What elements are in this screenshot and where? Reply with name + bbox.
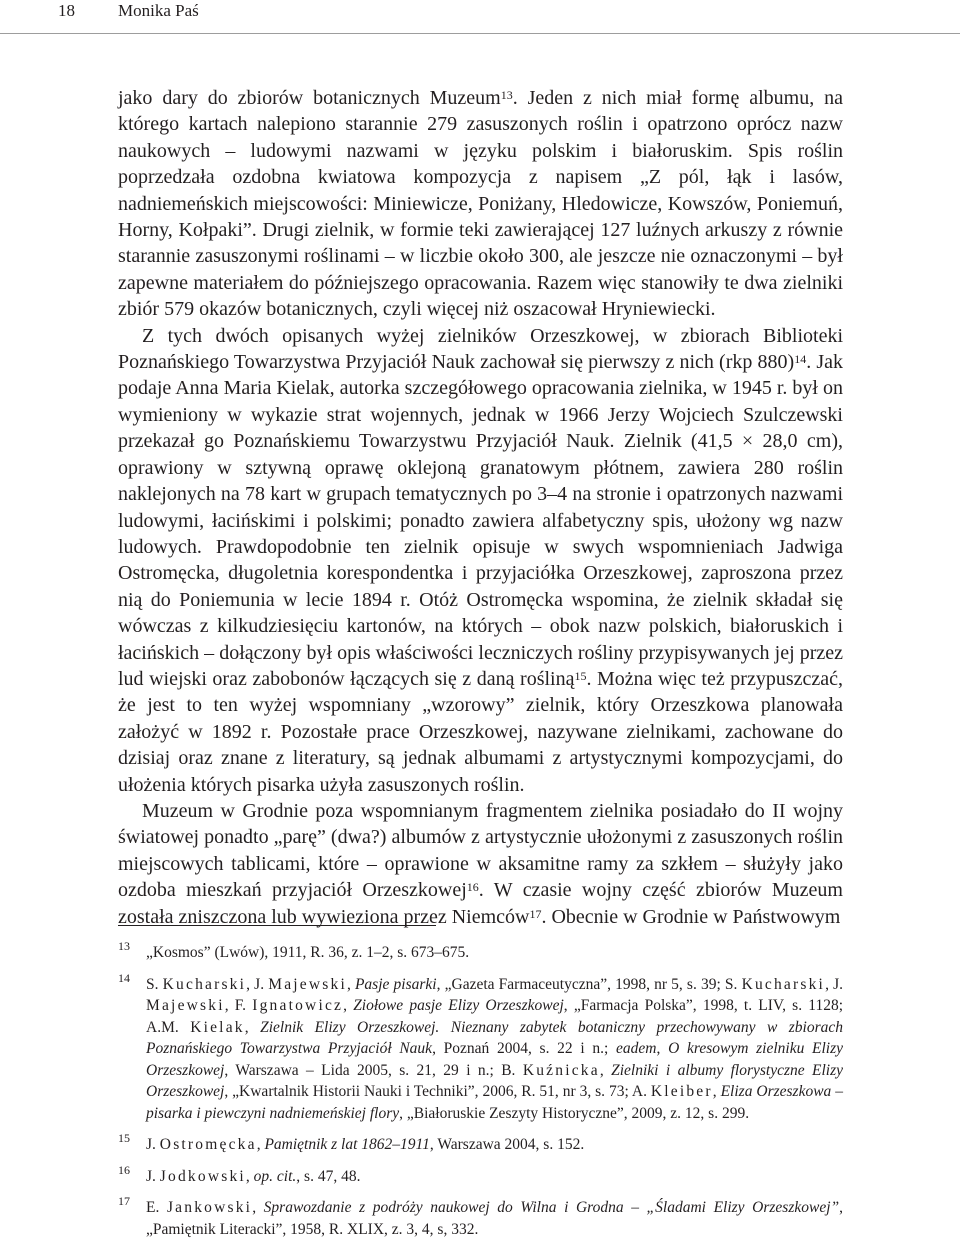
paragraph-2-text-a: Z tych dwóch opisanych wyżej zielników Orzeszkowej, w zbiorach Biblioteki Poznańskiego Towarzystwa Przyjaciół Nauk zachował się pierwszy z nich (rkp 880): [118, 324, 843, 374]
footnote-text: „Kosmos” (Lwów), 1911, R. 36, z. 1–2, s. 673–675.: [146, 944, 470, 961]
footnote-text: ,: [245, 1167, 254, 1185]
paragraph-2: [118, 323, 843, 798]
footnote-number: 15: [118, 1131, 130, 1145]
author-name: Kielak: [190, 1018, 245, 1036]
header-rule: [0, 33, 960, 34]
page-number: 18: [58, 1, 75, 20]
footnote-15: [118, 1131, 843, 1156]
paragraph-1: [118, 85, 843, 323]
footnote-text: , „Białoruskie Zeszyty Historyczne”, 2009, z. 12, s. 299.: [399, 1104, 750, 1122]
footnote-text: J.: [146, 1136, 160, 1153]
footnote-text: , „Kwartalnik Historii Nauki i Techniki”, 2006, R. 51, nr 3, s. 73; A.: [224, 1083, 651, 1100]
author-name: Jankowski: [166, 1199, 253, 1216]
footnote-text: ,: [656, 1040, 669, 1057]
footnote-text: , F.: [224, 997, 253, 1014]
footnote-text: ,: [599, 1061, 612, 1079]
footnote-number: 13: [118, 939, 130, 953]
work-title: Pamiętnik z lat 1862–1911: [264, 1136, 430, 1153]
paragraph-3-text-b: . W czasie wojny część zbiorów Muzeum została zniszczona lub wywieziona przez Niemców: [118, 879, 843, 928]
work-title: eadem: [616, 1040, 657, 1057]
work-title: Zielniki i albumy florystyczne Elizy Orzeszkowej: [146, 1061, 844, 1100]
paragraph-3-text-a: Muzeum w Grodnie poza wspomnianym fragmentem zielnika posiadało do II wojny światowej ponadto „parę” (dwa?) albumów z artystycznie ułożonymi z zasuszonych roślin miejscowych tablicami, które – oprawione w aksamitne ramy za szkłem – służyły jako ozdoba mieszkań przyjaciół Orzeszkowej: [118, 799, 843, 902]
footnote-text: ,: [252, 1199, 264, 1216]
paragraph-2-text-c: . Można więc też przypuszczać, że jest to ten wyżej wspomniany „wzorowy” zielnik, który Orzeszkowa planowała założyć w 1892 r. Pozostałe prace Orzeszkowej, nazywane zielnikami, zachowane do dzisiaj oraz znane z literatury, są jednak albumami z artystycznymi kompozycjami, do ułożenia których pisarka użyła zasuszonych roślin.: [118, 667, 843, 796]
paragraph-1-text-b: . Jeden z nich miał formę albumu, na którego kartach nalepiono starannie 279 zasuszonych roślin i opatrzono oprócz nazw naukowych – ludowymi nazwami w języku polskim i białoruskim. Spis roślin poprzedzała ozdobna kwiatowa kompozycja z napisem „Z pól, łąk i lasów, nadniemeńskich miejscowości: Miniewicze, Poniżany, Hledowicze, Kowszów, Poniemuń, Horny, Kołpaki”. Drugi zielnik, w formie teki zawierającej 127 luźnych arkuszy z równie starannie zasuszonymi roślinami – w liczbie około 300, ale jeszcze nie oznaczonymi – był zapewne materiałem do późniejszego opracowania. Razem więc stanowiły te dwa zielniki zbiór 579 okazów botanicznych, czyli więcej niż oszacował Hryniewiecki.: [118, 87, 843, 321]
work-title: Pasje pisarki: [354, 975, 437, 993]
footnote-text: , s. 47, 48.: [296, 1167, 361, 1185]
footnote-ref-16[interactable]: 16: [466, 880, 479, 895]
footnote-number: 14: [118, 970, 130, 985]
paragraph-2-text-b: . Jak podaje Anna Maria Kielak, autorka szczegółowego opracowania zielnika, w 1945 r. był on wymieniony w wykazie strat wojennych, jednak w 1966 Jerzy Wojciech Szulczewski przekazał go Poznańskiemu Towarzystwu Przyjaciół Nauk. Zielnik (41,5 × 28,0 cm), oprawiony w sztywną oprawę oklejoną granatowym płótnem, zawiera 280 roślin naklejonych na 78 kart w grupach tematycznych po 3–4 na stronie i opatrzonych nazwami ludowymi, łacińskimi i polskimi; ponadto zawiera alfabetyczny spis, ułożony wg nazw ludowych. Prawdopodobnie ten zielnik opisuje w swych wspomnieniach Jadwiga Ostromęcka, długoletnia korespondentka i przyjaciółka Orzeszkowej, zaproszona przez nią do Poniemunia w lecie 1894 r. Otóż Ostromęcka wspomina, że zielnik składał się wówczas z kilkudziesięciu kartonów, na których – obok nazw polskich, białoruskich i łacińskich – dołączony był opis właściwości leczniczych rośliny przypisywanych jej przez lud wiejski oraz zabobonów łączących się z daną rośliną: [118, 351, 843, 690]
author-name: Ostromęcka: [159, 1136, 257, 1153]
author-name: Majewski: [268, 975, 347, 993]
author-name: Jodkowski: [159, 1167, 246, 1185]
work-title: Sprawozdanie z podróży naukowej do Wilna i Grodna – „Śladami Elizy Orzeszkowej”: [263, 1199, 840, 1216]
work-title: Ziołowe pasje Elizy Orzeszkowej: [353, 997, 564, 1014]
footnote-text: ,: [256, 1136, 265, 1153]
body-text: [118, 85, 843, 930]
footnote-16: [118, 1162, 843, 1188]
footnote-ref-14[interactable]: 14: [794, 352, 807, 367]
running-title: Monika Paś: [118, 1, 199, 20]
footnote-text: J.: [146, 1167, 160, 1185]
footnote-text: , Warszawa 2004, s. 152.: [429, 1136, 585, 1153]
work-title: Zielnik Elizy Orzeszkowej. Nieznany zabytek botaniczny przechowywany w zbiorach Poznańskiego Towarzystwa Przyjaciół Nauk: [146, 1018, 844, 1057]
footnote-text: E.: [146, 1199, 167, 1216]
author-name: Kleiber: [650, 1083, 713, 1100]
footnotes: [118, 932, 843, 1240]
footnote-number: 17: [118, 1194, 130, 1208]
footnote-text: , Warszawa – Lida 2005, s. 21, 29 i n.; B.: [224, 1061, 523, 1079]
footnote-number: 16: [118, 1162, 130, 1177]
author-name: Ignatowicz: [252, 997, 344, 1014]
footnote-text: , Poznań 2004, s. 22 i n.;: [432, 1040, 617, 1057]
footnote-ref-13[interactable]: 13: [500, 88, 513, 102]
footnote-text: , „Farmacja Polska”, 1998, t. LIV, s. 1128; A.M.: [146, 997, 844, 1036]
footnote-text: , „Gazeta Farmaceutyczna”, 1998, nr 5, s. 39; S.: [436, 975, 742, 993]
paragraph-3-text-c: . Obecnie w Grodnie w Państwowym: [541, 905, 841, 928]
footnote-text: ,: [712, 1083, 721, 1100]
paragraph-1-text-a: jako dary do zbiorów botanicznych Muzeum: [118, 87, 501, 109]
author-name: Kuźnicka: [522, 1061, 600, 1079]
footnote-13: [118, 939, 843, 964]
footnote-text: ,: [343, 997, 354, 1014]
footnote-ref-15[interactable]: 15: [574, 668, 587, 683]
work-title: op. cit.: [253, 1167, 297, 1185]
footnote-text: , J.: [246, 975, 269, 993]
footnote-text: S.: [146, 975, 163, 993]
footnote-text: ,: [244, 1018, 261, 1036]
footnote-text: , J.: [825, 975, 843, 993]
author-name: Kucharski: [741, 975, 826, 993]
footnote-14: [118, 970, 844, 1125]
paragraph-3: [118, 798, 843, 930]
footnote-text: ,: [346, 975, 355, 993]
footnote-separator: [118, 925, 436, 926]
author-name: Majewski: [146, 997, 225, 1014]
work-title: Eliza Orzeszkowa – pisarka i piewczyni nadniemeńskiej flory: [146, 1083, 843, 1122]
author-name: Kucharski: [162, 975, 247, 993]
footnote-17: [118, 1194, 843, 1240]
page-header: [0, 0, 960, 34]
footnote-ref-17[interactable]: 17: [529, 906, 542, 921]
footnote-text: , „Pamiętnik Literacki”, 1958, R. XLIX, z. 3, 4, s, 332.: [146, 1199, 843, 1238]
work-title: O kresowym zielniku Elizy Orzeszkowej: [146, 1040, 844, 1079]
